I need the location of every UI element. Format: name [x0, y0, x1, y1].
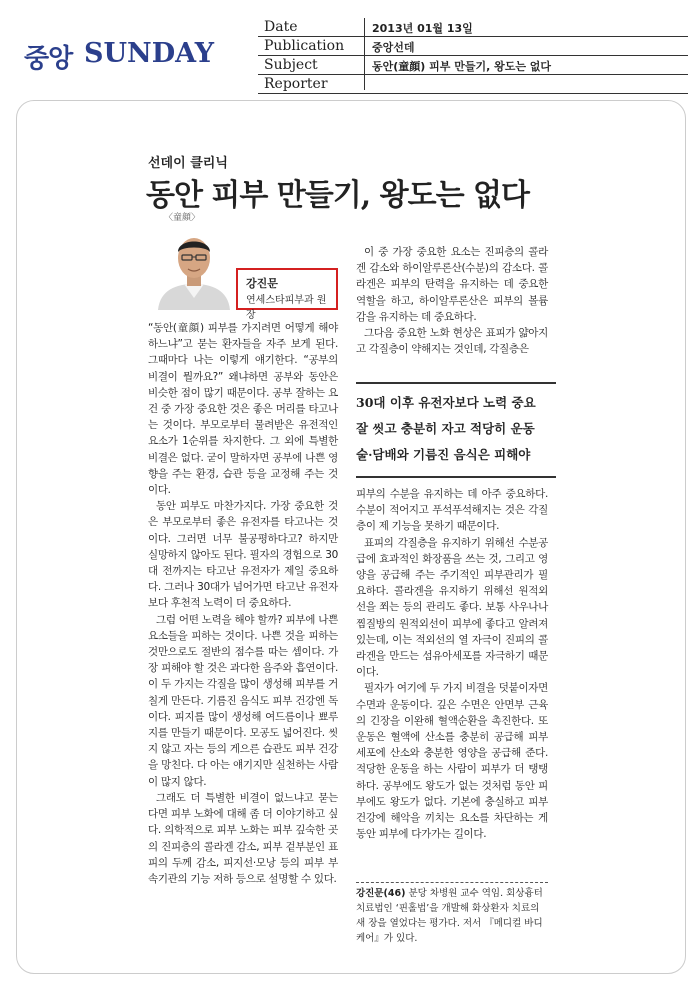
article-column-1	[148, 320, 338, 887]
section-kicker: 선데이 클리닉	[148, 156, 228, 171]
bio-name: 강진문(46)	[356, 888, 406, 899]
date-value: 2013년 01월 13일	[372, 22, 473, 35]
logo-english: SUNDAY	[84, 38, 215, 69]
paragraph: 필자가 여기에 두 가지 비결을 덧붙이자면 수면과 운동이다. 깊은 수면은 안면부 근육의 긴장을 이완해 혈액순환을 촉진한다. 또 운동은 혈액에 산소를 충분히 공급해 피부 세포에 산소와 충분한 영양을 공급해 준다. 적당한 운동을 하는 사람이 피부가 더 탱탱하다. 공부에도 왕도가 없는 것처럼 동안 피부에도 왕도가 없다. 기본에 충실하고 피부 건강에 해악을 끼치는 요소를 차단하는 게 동안 피부에 다가가는 길이다.	[356, 682, 548, 841]
author-name-box	[236, 268, 338, 321]
author-portrait-icon	[154, 228, 234, 310]
article-column-2-bottom	[356, 486, 548, 842]
headline-hanja: 〈童顔〉	[164, 213, 201, 223]
pull-quote-line: 술·담배와 기름진 음식은 피해야	[356, 447, 531, 462]
paragraph: 이 중 가장 중요한 요소는 진피층의 콜라겐 감소와 하이알루론산(수분)의 감소다. 콜라겐은 피부의 탄력을 유지하는 데 중요한 역할을 하고, 하이알루론산은 피부의 볼륨감을 유지하는 데 중요하다.	[356, 246, 548, 323]
page-frame	[16, 100, 686, 974]
pull-quote-bottom-rule	[356, 476, 556, 478]
paragraph: 그럼 어떤 노력을 해야 할까? 피부에 나쁜 요소들을 피하는 것이다. 나쁜 것을 피하는 것만으로도 절반의 점수를 따는 셈이다. 가장 피해야 할 것은 과다한 음주와 흡연이다. 이 두 가지는 각질을 많이 생성해 피부를 거칠게 만든다. 기름진 음식도 피부 건강엔 독이다. 피지를 많이 생성해 여드름이나 뾰루지를 만들기 때문이다. 모공도 넓어진다. 씻지 않고 자는 등의 게으른 습관도 피부 건강을 망친다. 다 아는 얘기지만 실천하는 사람이 많지 않다.	[148, 613, 338, 788]
paragraph: 그다음 중요한 노화 현상은 표피가 얇아지고 각질층이 약해지는 것인데, 각질층은	[356, 327, 548, 356]
subject-value: 동안(童顔) 피부 만들기, 왕도는 없다	[372, 60, 552, 73]
publication-label: Publication	[264, 38, 345, 54]
logo-korean: 중앙	[24, 44, 73, 74]
article-column-2-top	[356, 244, 548, 357]
subject-row	[258, 56, 688, 75]
bio-text: 분당 차병원 교수 역임. 회상흉터 치료법인 ‘핀홀법’을 개발해 화상환자 치료의 새 장을 열었다는 평가다. 저서 『메디컬 바디 케어』가 있다.	[356, 888, 543, 944]
publication-value: 중앙선데	[372, 41, 415, 54]
author-title: 연세스타피부과 원장	[246, 295, 327, 321]
author-bio	[356, 882, 548, 946]
reporter-label: Reporter	[264, 76, 328, 92]
paragraph: “동안(童顔) 피부를 가지려면 어떻게 해야 하느냐”고 묻는 환자들을 자주 보게 된다. 그때마다 나는 이렇게 얘기한다. “공부의 비결이 뭘까요?” 왜냐하면 공부와 동안은 비슷한 점이 많기 때문이다. 공부 잘하는 요건 중 가장 중요한 것은 좋은 머리를 타고나는 것이다. 부모로부터 물려받은 유전적인 요소가 1순위를 차지한다. 그 외에 특별한 비결은 없다. 굳이 말하자면 공부에 나쁜 영향을 주는 환경, 습관 등을 교정해 주는 것이다.	[148, 322, 338, 497]
author-name: 강진문	[246, 277, 278, 290]
joongang-sunday-logo	[24, 36, 224, 76]
date-label: Date	[264, 19, 298, 35]
author-photo	[154, 228, 234, 310]
paragraph: 피부의 수분을 유지하는 데 아주 중요하다. 수분이 적어지고 푸석푸석해지는 것은 각질층이 제 기능을 못하기 때문이다.	[356, 488, 548, 533]
author-box	[148, 228, 338, 321]
pull-quote-line: 30대 이후 유전자보다 노력 중요	[356, 395, 536, 410]
reporter-row	[258, 75, 688, 94]
article-headline: 동안 피부 만들기, 왕도는 없다	[146, 178, 529, 213]
paragraph: 그래도 더 특별한 비결이 없느냐고 묻는다면 피부 노화에 대해 좀 더 이야기하고 싶다. 의학적으로 피부 노화는 피부 깊숙한 곳의 진피층의 콜라겐 감소, 피부 겉부분인 표피의 두께 감소, 피지선·모낭 등의 피부 부속기관의 기능 저하 등으로 설명할 수 있다.	[148, 791, 338, 885]
clipping-info-table	[258, 18, 688, 94]
publication-row	[258, 37, 688, 56]
pull-quote-line: 잘 씻고 충분히 자고 적당히 운동	[356, 421, 535, 436]
paragraph: 동안 피부도 마찬가지다. 가장 중요한 것은 부모로부터 좋은 유전자를 타고나는 것이다. 그러면 너무 불공평하다고? 하지만 실망하지 않아도 된다. 필자의 경험으로 30대 전까지는 타고난 유전자가 제일 중요하다. 그러나 30대가 넘어가면 타고난 유전자보다 후천적 노력이 더 중요하다.	[148, 500, 338, 610]
pull-quote	[356, 382, 556, 478]
date-row	[258, 18, 688, 37]
subject-label: Subject	[264, 57, 318, 73]
paragraph: 표피의 각질층을 유지하기 위해선 수분공급에 효과적인 화장품을 쓰는 것, 그리고 영양을 공급해 주는 주기적인 피부관리가 필요하다. 콜라겐을 유지하기 위해선 원적외선을 쬐는 등의 관리도 좋다. 보통 사우나나 찜질방의 원적외선이 피부에 좋다고 알려져 있는데, 이는 적외선의 열 자극이 진피의 콜라겐을 만드는 섬유아세포를 자극하기 때문이다.	[356, 536, 548, 679]
